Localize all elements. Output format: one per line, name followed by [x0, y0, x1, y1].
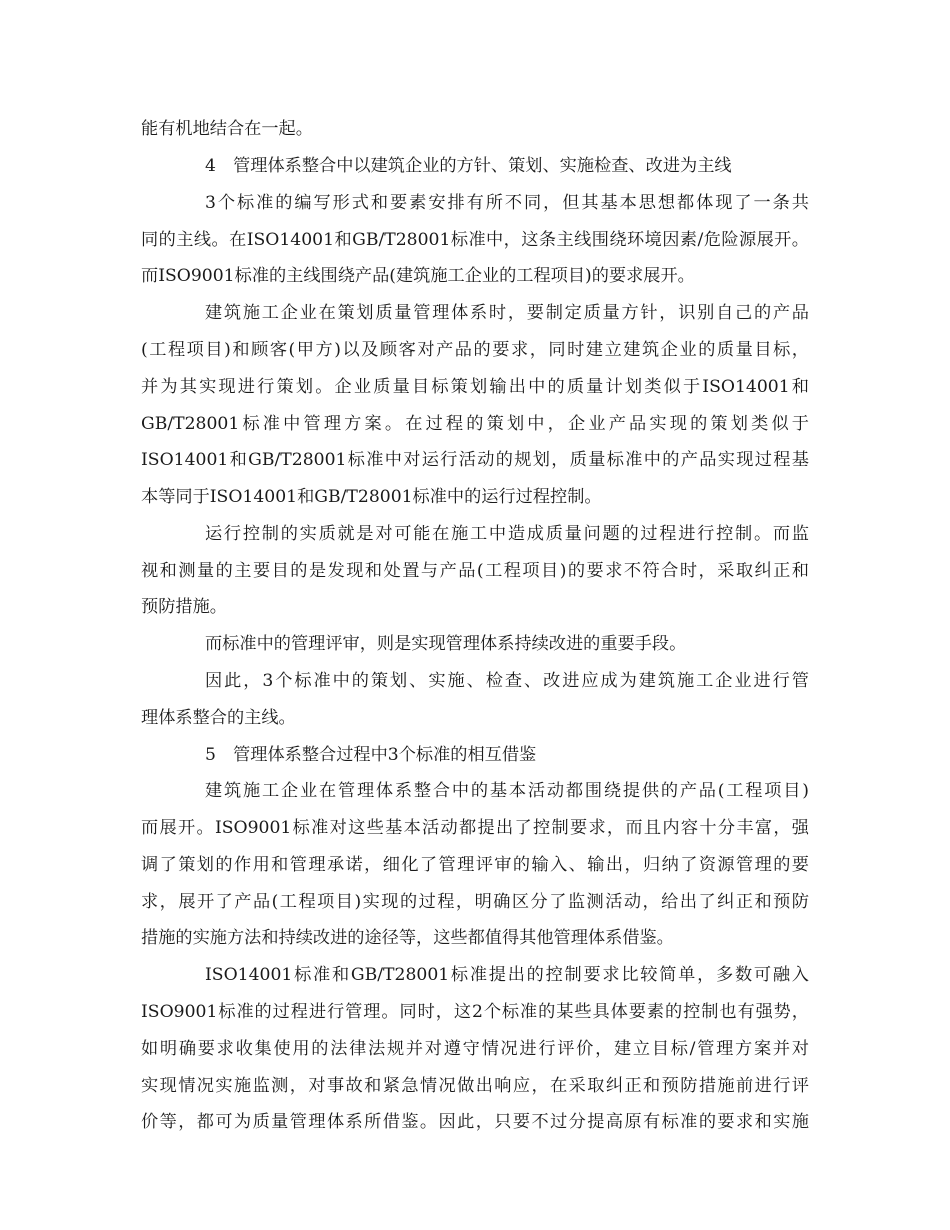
paragraph-line: 措施的实施方法和持续改进的途径等，这些都值得其他管理体系借鉴。	[141, 928, 674, 948]
paragraph-line: ISO14001和GB/T28001标准中对运行活动的规划，质量标准中的产品实现过程基	[141, 450, 809, 470]
section-heading-4: 4 管理体系整合中以建筑企业的方针、策划、实施检查、改进为主线	[205, 156, 732, 176]
paragraph-line: 同的主线。在ISO14001和GB/T28001标准中，这条主线围绕环境因素/危险源展开。	[141, 230, 809, 250]
paragraph-line: 调了策划的作用和管理承诺，细化了管理评审的输入、输出，归纳了资源管理的要	[141, 855, 809, 875]
paragraph-line: 而展开。ISO9001标准对这些基本活动都提出了控制要求，而且内容十分丰富，强	[141, 818, 809, 838]
paragraph-line: 建筑施工企业在管理体系整合中的基本活动都围绕提供的产品(工程项目)	[205, 781, 809, 801]
paragraph-line: ISO14001标准和GB/T28001标准提出的控制要求比较简单，多数可融入	[205, 965, 809, 985]
paragraph-line: 能有机地结合在一起。	[141, 119, 313, 139]
paragraph-line: 实现情况实施监测，对事故和紧急情况做出响应，在采取纠正和预防措施前进行评	[141, 1076, 809, 1096]
paragraph-line: 而ISO9001标准的主线围绕产品(建筑施工企业的工程项目)的要求展开。	[141, 266, 695, 286]
paragraph-line: ISO9001标准的过程进行管理。同时，这2个标准的某些具体要素的控制也有强势，	[141, 1002, 809, 1022]
paragraph-line: 求，展开了产品(工程项目)实现的过程，明确区分了监测活动，给出了纠正和预防	[141, 892, 809, 912]
paragraph-line: GB/T28001标准中管理方案。在过程的策划中，企业产品实现的策划类似于	[141, 414, 809, 434]
paragraph-line: 如明确要求收集使用的法律法规并对遵守情况进行评价，建立目标/管理方案并对	[141, 1039, 809, 1059]
paragraph-line: 而标准中的管理评审，则是实现管理体系持续改进的重要手段。	[205, 634, 687, 654]
paragraph-line: 理体系整合的主线。	[141, 708, 296, 728]
section-heading-5: 5 管理体系整合过程中3个标准的相互借鉴	[205, 745, 537, 765]
paragraph-line: 本等同于ISO14001和GB/T28001标准中的运行过程控制。	[141, 487, 602, 507]
paragraph-line: 价等，都可为质量管理体系所借鉴。因此，只要不过分提高原有标准的要求和实施	[141, 1112, 809, 1132]
paragraph-line: 因此，3个标准中的策划、实施、检查、改进应成为建筑施工企业进行管	[205, 671, 809, 691]
paragraph-line: (工程项目)和顾客(甲方)以及顾客对产品的要求，同时建立建筑企业的质量目标，	[141, 340, 809, 360]
paragraph-line: 3个标准的编写形式和要素安排有所不同，但其基本思想都体现了一条共	[205, 193, 809, 213]
paragraph-line: 预防措施。	[141, 597, 227, 617]
paragraph-line: 建筑施工企业在策划质量管理体系时，要制定质量方针，识别自己的产品	[205, 303, 809, 323]
paragraph-line: 并为其实现进行策划。企业质量目标策划输出中的质量计划类似于ISO14001和	[141, 377, 809, 397]
paragraph-line: 视和测量的主要目的是发现和处置与产品(工程项目)的要求不符合时，采取纠正和	[141, 561, 809, 581]
paragraph-line: 运行控制的实质就是对可能在施工中造成质量问题的过程进行控制。而监	[205, 524, 809, 544]
